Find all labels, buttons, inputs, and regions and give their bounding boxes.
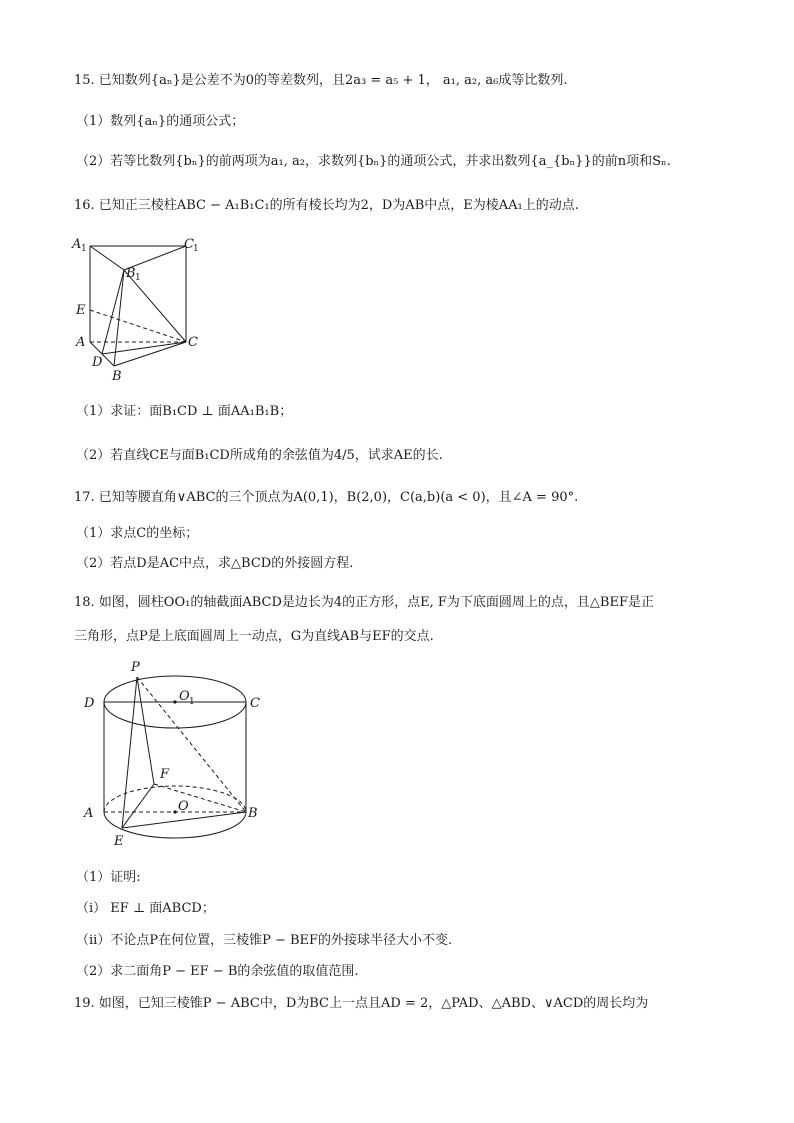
p15-q2: （2）若等比数列{bₙ}的前两项为a₁, a₂，求数列{bₙ}的通项公式，并求出数列{a_{bₙ}}的前n项和Sₙ. — [76, 154, 671, 169]
p16-stem: 16. 已知正三棱柱ABC − A₁B₁C₁的所有棱长均为2，D为AB中点，E为棱AA₁上的动点. — [74, 198, 579, 213]
label-O1-sub: 1 — [189, 697, 195, 707]
label-O: O — [178, 799, 189, 814]
edge-pf — [137, 677, 154, 784]
cylinder-figure — [80, 658, 270, 858]
label-P: P — [131, 660, 140, 675]
p18-q1ii: （ii）不论点P在何位置，三棱锥P − BEF的外接球半径大小不变. — [76, 933, 453, 948]
p19-stem: 19. 如图，已知三棱锥P − ABC中，D为BC上一点且AD = 2，△PAD、△ABD、∨ACD的周长均为 — [74, 996, 649, 1011]
edge-pe — [122, 677, 137, 828]
prism-figure — [70, 232, 200, 382]
edge-dc — [102, 342, 186, 354]
label-B1: B — [126, 266, 136, 281]
bottom-ellipse-front — [104, 812, 246, 838]
p16-q2: （2）若直线CE与面B₁CD所成角的余弦值为4/5，试求AE的长. — [76, 448, 443, 463]
label-D: D — [92, 355, 103, 370]
label-C: C — [188, 335, 198, 350]
p18-q1i: （i） EF ⊥ 面ABCD； — [76, 901, 215, 916]
label-E: E — [76, 303, 86, 318]
center-o1 — [173, 700, 176, 703]
label-O1: O — [179, 689, 190, 704]
center-o — [173, 810, 176, 813]
label-D: D — [84, 696, 95, 711]
label-A: A — [76, 335, 86, 350]
label-C1: C — [184, 237, 194, 252]
label-F: F — [160, 767, 170, 782]
p16-q1: （1）求证：面B₁CD ⊥ 面AA₁B₁B； — [76, 404, 293, 419]
edge-a1b1 — [90, 246, 124, 270]
label-B: B — [112, 369, 122, 382]
label-C1-sub: 1 — [193, 244, 199, 254]
label-A: A — [84, 806, 94, 821]
p18-q2: （2）求二面角P − EF − B的余弦值的取值范围. — [76, 964, 359, 979]
label-A1: A — [72, 237, 82, 252]
label-B: B — [248, 806, 258, 821]
p15-stem: 15. 已知数列{aₙ}是公差不为0的等差数列，且2a₃ = a₅ + 1， a₁, a₂, a₆成等比数列. — [74, 73, 568, 88]
edge-bc — [114, 342, 186, 366]
label-C: C — [250, 696, 260, 711]
p15-q1: （1）数列{aₙ}的通项公式； — [76, 114, 245, 129]
p18-q1: （1）证明: — [76, 870, 141, 885]
p18-stem-line1: 18. 如图，圆柱OO₁的轴截面ABCD是边长为4的正方形，点E, F为下底面圆周上的点，且△BEF是正 — [74, 595, 654, 610]
p17-q2: （2）若点D是AC中点，求△BCD的外接圆方程. — [76, 556, 354, 571]
edge-fe — [122, 784, 154, 828]
edge-fb — [154, 784, 246, 812]
label-B1-sub: 1 — [135, 273, 141, 283]
label-A1-sub: 1 — [81, 244, 87, 254]
label-E: E — [114, 834, 124, 849]
edge-b1d — [102, 270, 124, 354]
edge-eb — [122, 812, 246, 828]
p17-q1: （1）求点C的坐标； — [76, 526, 199, 541]
p18-stem-line2: 三角形，点P是上底面圆周上一动点，G为直线AB与EF的交点. — [74, 629, 434, 644]
p17-stem: 17. 已知等腰直角∨ABC的三个顶点为A(0,1)，B(2,0)，C(a,b)(a < 0)，且∠A = 90°. — [74, 490, 579, 505]
